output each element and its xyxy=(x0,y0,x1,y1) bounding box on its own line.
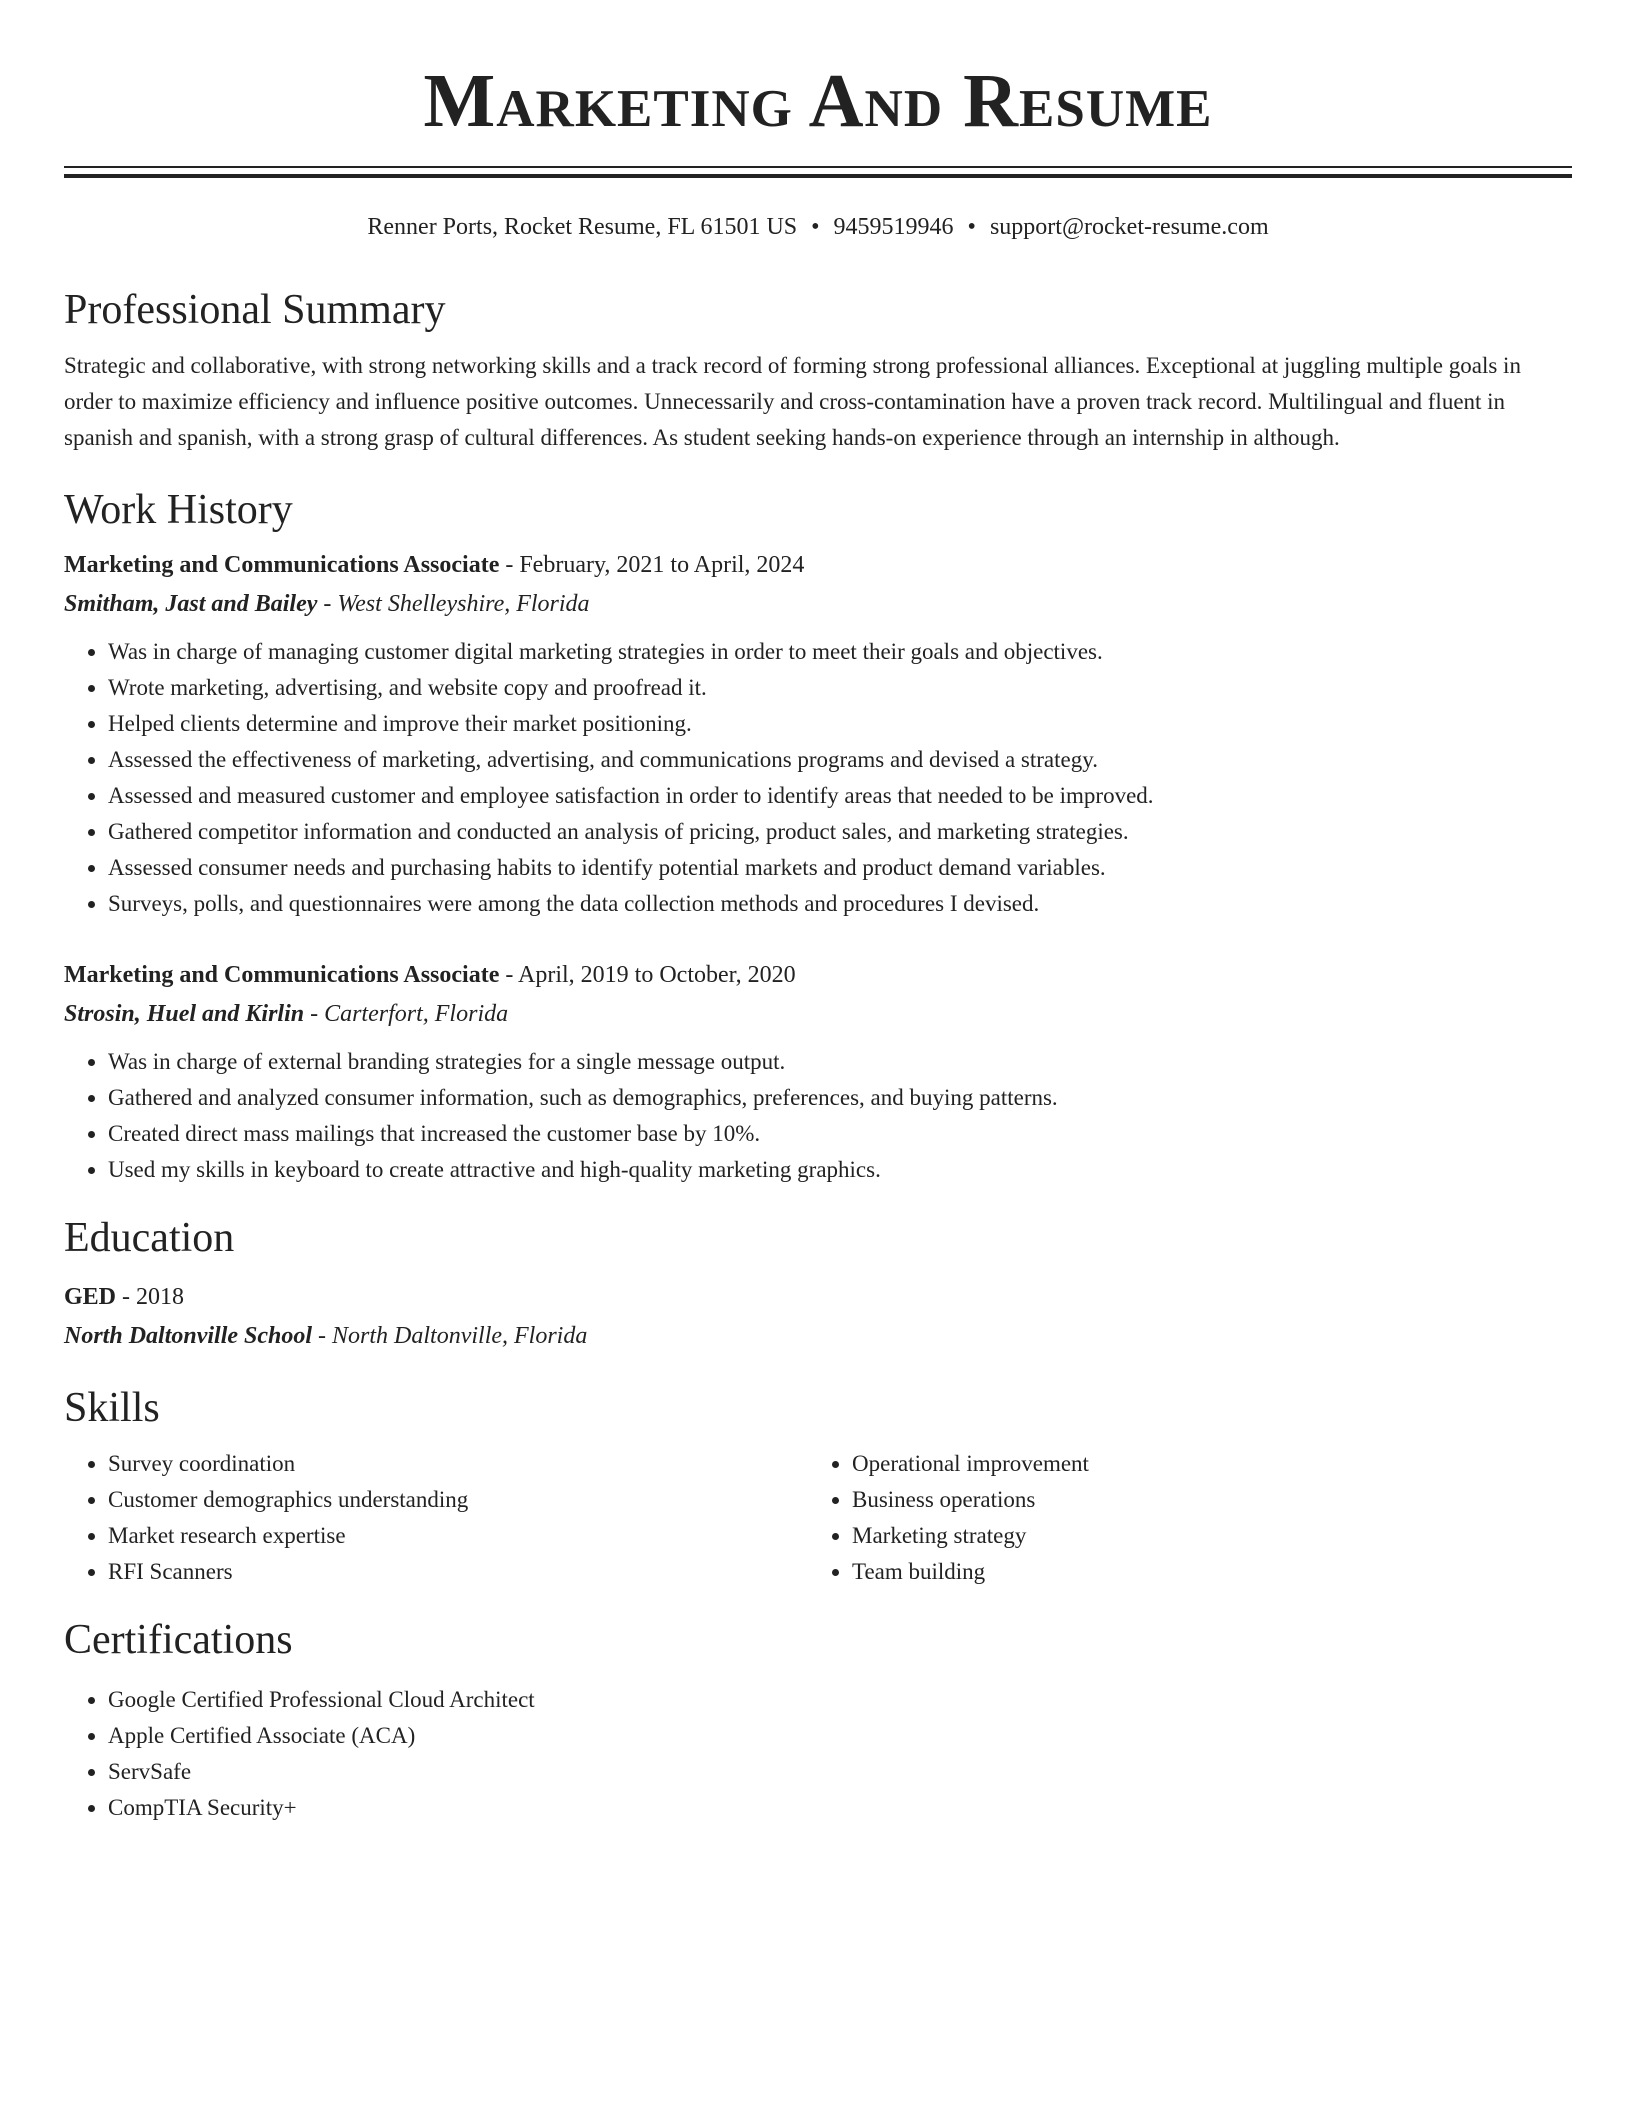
header-divider-thick xyxy=(64,174,1572,178)
resume-title: Marketing And Resume xyxy=(423,59,1213,143)
company-location: - West Shelleyshire, Florida xyxy=(323,591,590,617)
job-bullet: • Wrote marketing, advertising, and website copy and proofread it. xyxy=(108,670,1572,706)
skills-column-right xyxy=(808,1446,1552,1590)
work-history-heading: Work History xyxy=(64,487,293,533)
company-location: - Carterfort, Florida xyxy=(310,1001,509,1027)
skill-item: • Operational improvement xyxy=(852,1446,1552,1482)
job-bullet: • Assessed consumer needs and purchasing habits to identify potential markets and product demand variables. xyxy=(108,850,1572,886)
skill-item: • Market research expertise xyxy=(108,1518,808,1554)
job-bullet-list xyxy=(64,1044,1572,1188)
certifications-list xyxy=(64,1682,1572,1826)
skill-item: • Marketing strategy xyxy=(852,1518,1552,1554)
certifications-heading: Certifications xyxy=(64,1617,293,1663)
skill-item: • Team building xyxy=(852,1554,1552,1590)
summary-heading: Professional Summary xyxy=(64,287,446,333)
company-name: Strosin, Huel and Kirlin xyxy=(64,1001,305,1027)
skills-grid xyxy=(64,1446,1572,1590)
certification-item: • ServSafe xyxy=(108,1754,1572,1790)
school-line xyxy=(64,1316,1572,1356)
degree-name: GED xyxy=(64,1284,117,1310)
education-heading: Education xyxy=(64,1215,235,1261)
skill-item: • Customer demographics understanding xyxy=(108,1482,808,1518)
job-bullet: • Assessed the effectiveness of marketing, advertising, and communications programs and devised a strategy. xyxy=(108,742,1572,778)
job-bullet: • Assessed and measured customer and employee satisfaction in order to identify areas that needed to be improved. xyxy=(108,778,1572,814)
job-title: Marketing and Communications Associate xyxy=(64,962,500,988)
school-location: - North Daltonville, Florida xyxy=(318,1323,588,1349)
company-name: Smitham, Jast and Bailey xyxy=(64,591,318,617)
contact-separator: • xyxy=(811,214,820,240)
resume-page xyxy=(64,0,1572,1826)
skills-heading: Skills xyxy=(64,1385,160,1431)
job-title-line xyxy=(64,956,1572,994)
job-bullet: • Was in charge of managing customer digital marketing strategies in order to meet their goals and objectives. xyxy=(108,634,1572,670)
school-name: North Daltonville School xyxy=(64,1323,313,1349)
job-bullet: • Gathered competitor information and conducted an analysis of pricing, product sales, and marketing strategies. xyxy=(108,814,1572,850)
certification-item: • Google Certified Professional Cloud Architect xyxy=(108,1682,1572,1718)
job-dates: - April, 2019 to October, 2020 xyxy=(505,962,796,988)
summary-text: Strategic and collaborative, with strong networking skills and a track record of forming strong professional alliances. Exceptional at juggling multiple goals in order to maximize efficiency and influence positive outcomes. Unnecessarily and cross-contamination have a proven track record. Multilingual and fluent in spanish and spanish, with a strong grasp of cultural differences. As student seeking hands-on experience through an internship in although. xyxy=(64,353,1521,450)
job-bullet: • Helped clients determine and improve their market positioning. xyxy=(108,706,1572,742)
skill-item: • Business operations xyxy=(852,1482,1552,1518)
contact-phone: 9459519946 xyxy=(833,214,954,240)
contact-separator: • xyxy=(967,214,976,240)
education-entry xyxy=(64,1278,1572,1356)
job-bullet: • Used my skills in keyboard to create attractive and high-quality marketing graphics. xyxy=(108,1152,1572,1188)
skills-column-left xyxy=(64,1446,808,1590)
skill-item: • RFI Scanners xyxy=(108,1554,808,1590)
skills-list xyxy=(64,1446,808,1590)
job-bullet: • Created direct mass mailings that increased the customer base by 10%. xyxy=(108,1116,1572,1152)
certification-item: • CompTIA Security+ xyxy=(108,1790,1572,1826)
header-divider-thin xyxy=(64,166,1572,168)
job-title: Marketing and Communications Associate xyxy=(64,552,500,578)
job-bullet: • Surveys, polls, and questionnaires were among the data collection methods and procedures I devised. xyxy=(108,886,1572,922)
degree-line xyxy=(64,1278,1572,1316)
job-entry xyxy=(64,956,1572,1188)
job-entry xyxy=(64,546,1572,922)
company-line xyxy=(64,584,1572,624)
company-line xyxy=(64,994,1572,1034)
certification-item: • Apple Certified Associate (ACA) xyxy=(108,1718,1572,1754)
skill-item: • Survey coordination xyxy=(108,1446,808,1482)
job-bullet-list xyxy=(64,634,1572,922)
contact-address: Renner Ports, Rocket Resume, FL 61501 US xyxy=(367,214,798,240)
contact-line xyxy=(64,212,1572,242)
job-bullet: • Was in charge of external branding strategies for a single message output. xyxy=(108,1044,1572,1080)
job-title-line xyxy=(64,546,1572,584)
contact-email: support@rocket-resume.com xyxy=(989,214,1269,240)
job-bullet: • Gathered and analyzed consumer information, such as demographics, preferences, and buying patterns. xyxy=(108,1080,1572,1116)
skills-list xyxy=(808,1446,1552,1590)
job-dates: - February, 2021 to April, 2024 xyxy=(505,552,805,578)
degree-year: - 2018 xyxy=(122,1284,185,1310)
